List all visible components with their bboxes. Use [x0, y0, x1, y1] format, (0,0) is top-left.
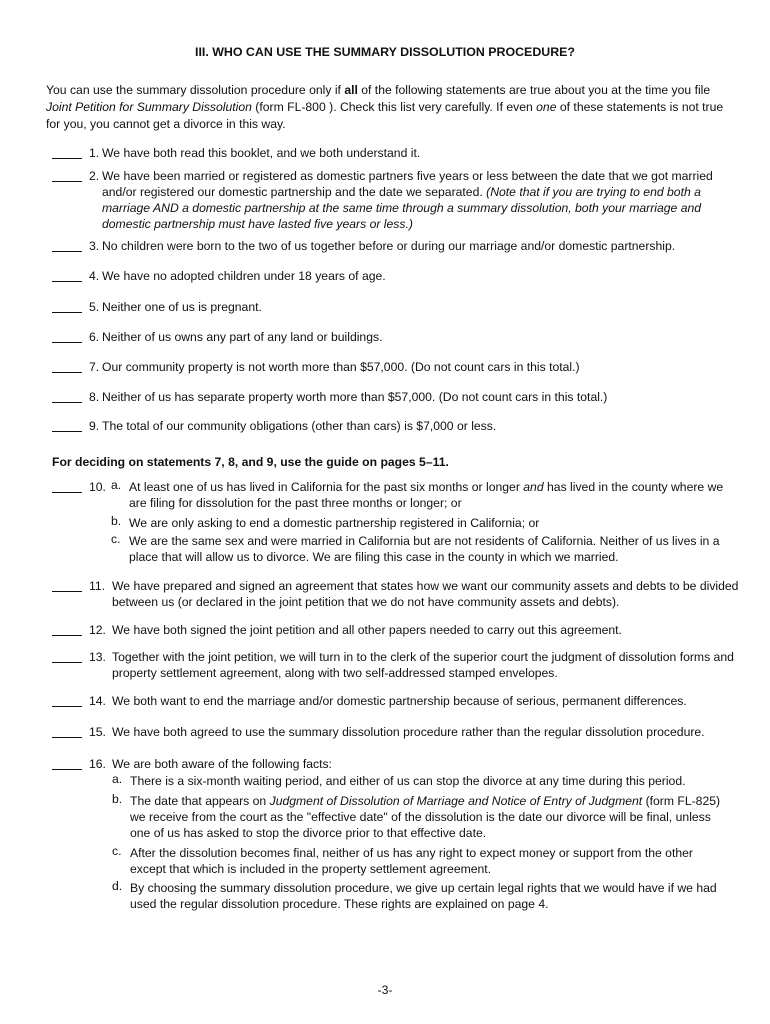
checkbox-blank-14[interactable]: [52, 693, 82, 707]
intro-bold-all: all: [344, 83, 358, 97]
checkbox-blank-9[interactable]: [52, 418, 82, 432]
checkbox-blank-2[interactable]: [52, 168, 82, 182]
intro-text: You can use the summary dissolution procedure only if: [46, 83, 345, 97]
statement-2-text: We have been married or registered as domestic partners five years or less between the date that we got married and/or registered our domestic partnership and the date we separated.: [102, 169, 713, 199]
statement-text: Together with the joint petition, we will turn in to the clerk of the superior court the judgment of dissolution forms and property settlement agreement, along with two self-addressed stamped envelopes.: [112, 650, 734, 680]
statement-text: Neither of us owns any part of any land or buildings.: [102, 330, 383, 344]
checkbox-blank-10[interactable]: [52, 479, 82, 493]
sub-label: a.: [112, 772, 123, 786]
sub-text-italic: Judgment of Dissolution of Marriage and Notice of Entry of Judgment: [269, 794, 643, 808]
statement-text: The total of our community obligations (other than cars) is $7,000 or less.: [102, 419, 497, 433]
statement-number: 2.: [89, 169, 100, 183]
statement-number: 7.: [89, 360, 100, 374]
checkbox-blank-16[interactable]: [52, 756, 82, 770]
checkbox-blank-15[interactable]: [52, 724, 82, 738]
sub-text-part: has lived in the county where we are filing for dissolution for the past three months or longer; or: [129, 480, 724, 510]
checkbox-blank-1[interactable]: [52, 145, 82, 159]
checkbox-blank-6[interactable]: [52, 329, 82, 343]
sub-text: We are the same sex and were married in California but are not residents of California. Neither of us lives in a place that will allow us to divorce. We are filing this case in the county in which we married.: [129, 534, 720, 564]
checkbox-blank-8[interactable]: [52, 389, 82, 403]
sub-text-part: (form FL-825) we receive from the court as the "effective date" of the dissolution is the date our divorce will be final, unless one of us has asked to stop the divorce prior to that effective date.: [130, 794, 721, 840]
statement-text: We have both agreed to use the summary dissolution procedure rather than the regular dissolution procedure.: [112, 725, 705, 739]
sub-label: d.: [112, 879, 123, 893]
statement-number: 13.: [89, 650, 106, 664]
intro-text: of the following statements are true about you at the time you file: [357, 83, 711, 97]
statement-number: 4.: [89, 269, 100, 283]
checkbox-blank-13[interactable]: [52, 649, 82, 663]
statement-number: 1.: [89, 146, 100, 160]
sub-text-part: At least one of us has lived in California for the past six months or longer: [129, 480, 524, 494]
sub-text: By choosing the summary dissolution procedure, we give up certain legal rights that we would have if we had used the regular dissolution procedure. These rights are explained on page 4.: [130, 881, 717, 911]
intro-italic-one: one: [536, 100, 557, 114]
statement-text: No children were born to the two of us together before or during our marriage and/or domestic partnership.: [102, 239, 676, 253]
checkbox-blank-12[interactable]: [52, 622, 82, 636]
statement-text: Our community property is not worth more than $57,000. (Do not count cars in this total.): [102, 360, 580, 374]
statement-text: Neither of us has separate property worth more than $57,000. (Do not count cars in this total.): [102, 390, 608, 404]
statement-2-note: (Note that if you are trying to end both a marriage AND a domestic partnership at the same time through a summary dissolution, both your marriage and domestic partnership must have lasted five years or less.): [102, 185, 702, 231]
checkbox-blank-4[interactable]: [52, 268, 82, 282]
section-title: III. WHO CAN USE THE SUMMARY DISSOLUTION PROCEDURE?: [195, 45, 575, 59]
statement-text: We both want to end the marriage and/or domestic partnership because of serious, permanent differences.: [112, 694, 687, 708]
checkbox-blank-3[interactable]: [52, 238, 82, 252]
sub-label: a.: [111, 478, 122, 492]
sub-label: c.: [111, 532, 121, 546]
sub-label: c.: [112, 844, 122, 858]
statement-number: 8.: [89, 390, 100, 404]
statement-number: 10.: [89, 480, 106, 494]
intro-text: (form FL-800 ). Check this list very carefully. If even: [251, 100, 537, 114]
sub-text: After the dissolution becomes final, neither of us has any right to expect money or support from the other except that which is included in the property settlement agreement.: [130, 846, 693, 876]
intro-paragraph: [46, 82, 736, 133]
intro-form-title: Joint Petition for Summary Dissolution: [46, 100, 252, 114]
sub-text: [129, 479, 729, 511]
sub-text: [130, 793, 730, 841]
sub-label: b.: [111, 514, 122, 528]
statement-text: We have prepared and signed an agreement that states how we want our community assets and debts to be divided between us (or declared in the joint petition that we do not have community assets and debts).: [112, 579, 739, 609]
checkbox-blank-5[interactable]: [52, 299, 82, 313]
sub-text-part: The date that appears on: [130, 794, 270, 808]
statement-text: We have both read this booklet, and we both understand it.: [102, 146, 421, 160]
statement-number: 11.: [89, 579, 106, 593]
checkbox-blank-11[interactable]: [52, 578, 82, 592]
sub-text: There is a six-month waiting period, and either of us can stop the divorce at any time during this period.: [130, 774, 686, 788]
statement-number: 6.: [89, 330, 100, 344]
sub-text-italic: and: [523, 480, 544, 494]
page-number: -3-: [377, 983, 393, 997]
statement-text: We have no adopted children under 18 years of age.: [102, 269, 386, 283]
statement-number: 16.: [89, 757, 106, 771]
sub-label: b.: [112, 792, 123, 806]
statement-number: 12.: [89, 623, 106, 637]
sub-text: We are only asking to end a domestic partnership registered in California; or: [129, 516, 540, 530]
guide-note: For deciding on statements 7, 8, and 9, use the guide on pages 5–11.: [52, 455, 449, 469]
checkbox-blank-7[interactable]: [52, 359, 82, 373]
statement-number: 3.: [89, 239, 100, 253]
statement-text: [102, 168, 742, 232]
statement-text: Neither one of us is pregnant.: [102, 300, 262, 314]
statement-text: We have both signed the joint petition and all other papers needed to carry out this agreement.: [112, 623, 622, 637]
statement-text: We are both aware of the following facts:: [112, 757, 332, 771]
statement-number: 9.: [89, 419, 100, 433]
intro-text: of these statements is not true for you, you cannot get a divorce in this way.: [46, 100, 724, 131]
statement-number: 5.: [89, 300, 100, 314]
statement-number: 15.: [89, 725, 106, 739]
statement-number: 14.: [89, 694, 106, 708]
